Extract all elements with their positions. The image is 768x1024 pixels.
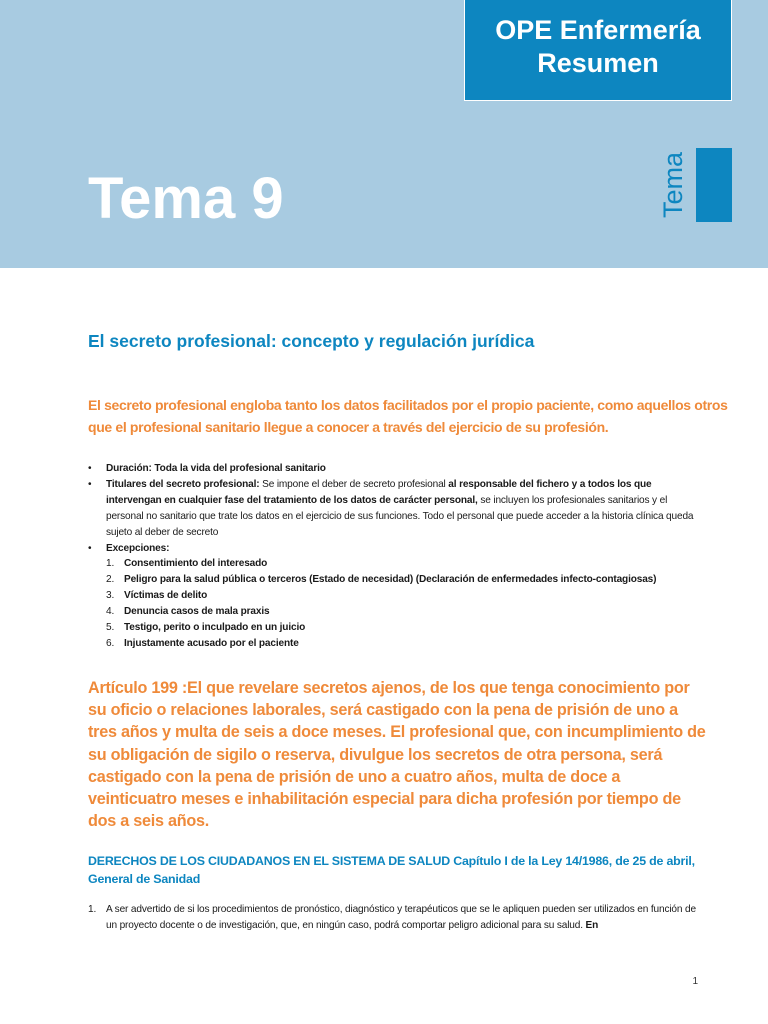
titulares-label: Titulares del secreto profesional: [106, 478, 260, 490]
section-title: El secreto profesional: concepto y regulación jurídica [88, 331, 535, 351]
bullet-titulares: • Titulares del secreto profesional: Se impone el deber de secreto profesional al responsable del fichero y a todos los que intervengan en cualquier fase del tratamiento de los datos de carácter personal, se incluyen los profesionales sanitarios y el personal no sanitario que trate los datos en el ejercicio de sus funciones. Todo el personal que puede acceder a la historia clínica queda sujeto al deber de secreto [88, 477, 703, 541]
derechos-list [88, 902, 708, 934]
list-item: 1. A ser advertido de si los procedimientos de pronóstico, diagnóstico y terapéuticos que se le apliquen pueden ser utilizados en función de un proyecto docente o de investigación, que, en ningún caso, podrá comportar peligro adicional para su salud. En [88, 904, 696, 931]
list-item: 3. Víctimas de delito [106, 590, 208, 602]
brand-box [464, 0, 732, 101]
page-number: 1 [692, 976, 698, 987]
excepciones-label: Excepciones: [106, 542, 170, 554]
side-tab-block [696, 148, 732, 222]
bullet-list [88, 461, 703, 652]
bullet-excepciones [88, 541, 703, 652]
list-item: 6. Injustamente acusado por el paciente [106, 637, 299, 649]
article-199-quote: Artículo 199 :El que revelare secretos ajenos, de los que tenga conocimiento por su oficio o relaciones laborales, será castigado con la pena de prisión de uno a tres años y multa de seis a doce meses. El profesional que, con incumplimiento de su obligación de sigilo o reserva, divulgue los secretos de otra persona, será castigado con la pena de prisión de uno a cuatro años, multa de doce a veinticuatro meses e inhabilitación especial para dicha profesión por tiempo de dos a seis años. [88, 679, 706, 831]
brand-line-1: OPE Enfermería [495, 15, 701, 45]
excepciones-list [106, 556, 703, 651]
intro-paragraph: El secreto profesional engloba tanto los datos facilitados por el propio paciente, como aquellos otros que el profesional sanitario llegue a conocer a través del ejercicio de su profesión. [88, 397, 728, 435]
header-banner [0, 0, 768, 268]
list-item: 5. Testigo, perito o inculpado en un juicio [106, 622, 306, 634]
bullet-duracion: • Duración: Toda la vida del profesional sanitario [88, 461, 703, 477]
brand-line-2: Resumen [537, 48, 659, 78]
list-item: 1. Consentimiento del interesado [106, 558, 268, 570]
list-item: 2. Peligro para la salud pública o terceros (Estado de necesidad) (Declaración de enfermedades infecto-contagiosas) [106, 574, 657, 586]
derechos-heading: DERECHOS DE LOS CIUDADANOS EN EL SISTEMA DE SALUD Capítulo I de la Ley 14/1986, de 25 de abril, General de Sanidad [88, 854, 695, 886]
side-tab-label: Tema [658, 151, 688, 219]
list-item: 4. Denuncia casos de mala praxis [106, 606, 270, 618]
page-title: Tema 9 [88, 166, 284, 231]
